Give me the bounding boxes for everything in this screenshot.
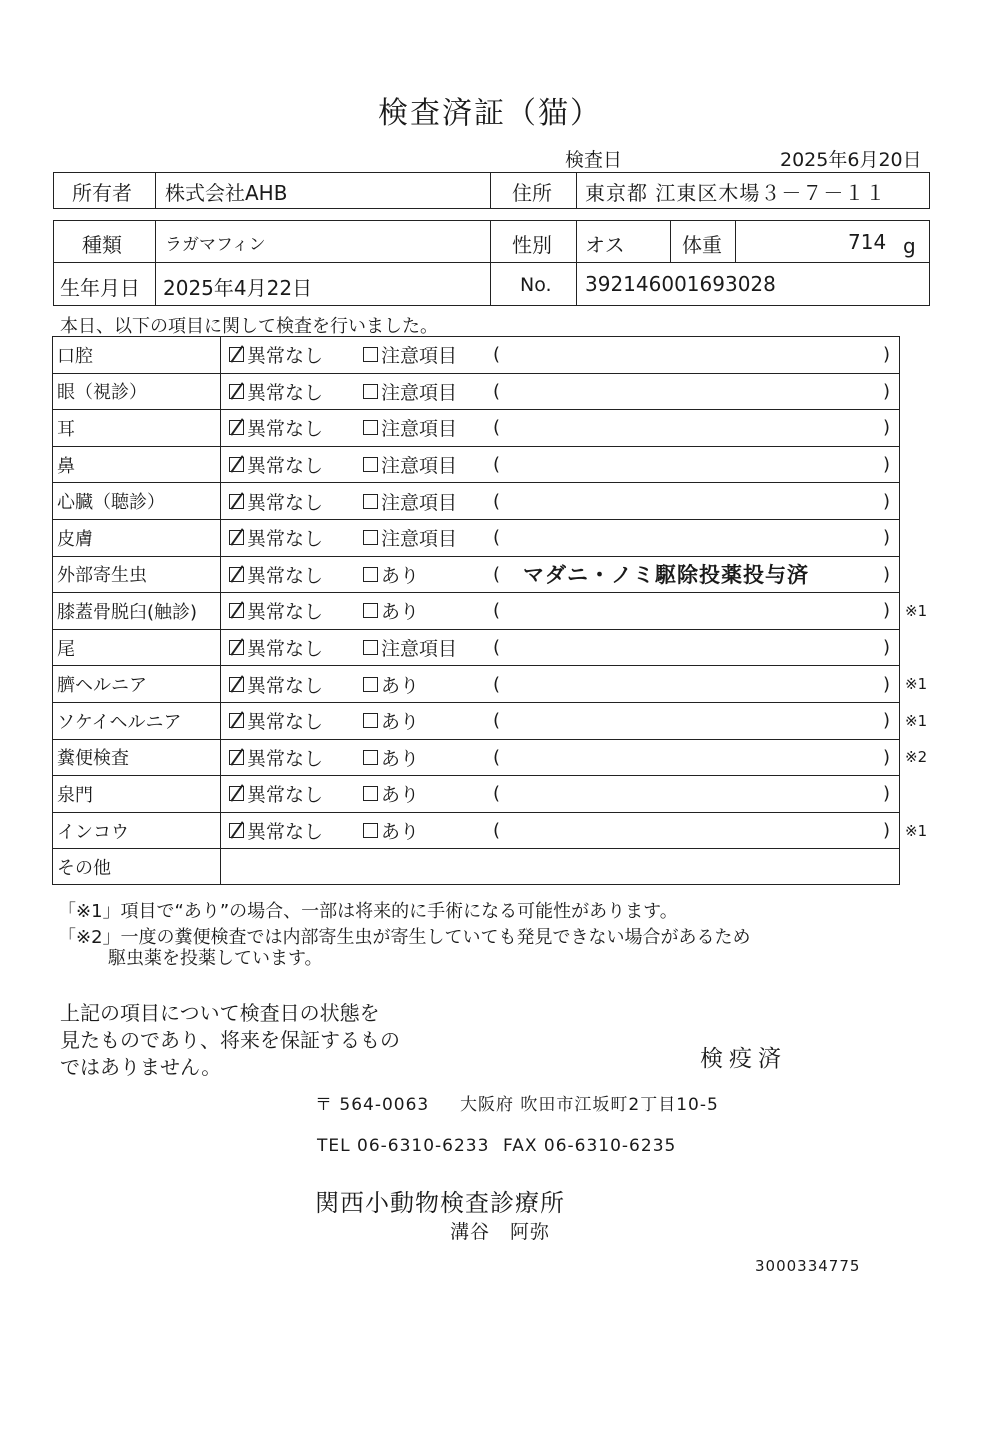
clinic-address: 大阪府 吹田市江坂町2丁目10-5 xyxy=(460,1095,719,1115)
serial-number: 3000334775 xyxy=(755,1257,861,1275)
check-item-label: 心臓（聴診） xyxy=(53,483,221,519)
table-row xyxy=(53,740,928,777)
attention-checkbox[interactable]: 注意項目 xyxy=(363,483,457,519)
paren-open: ( xyxy=(493,673,501,695)
paren-close: ) xyxy=(883,637,891,659)
paren-close: ) xyxy=(883,490,891,512)
footnote-mark: ※2 xyxy=(905,748,928,767)
address-value: 東京都 江東区木場３－７－１１ xyxy=(585,181,887,205)
checkbox-icon xyxy=(229,567,244,582)
checkbox-icon xyxy=(363,677,378,692)
table-row xyxy=(53,666,928,703)
paren-close: ) xyxy=(883,344,891,366)
checkbox-icon xyxy=(363,384,378,399)
attention-checkbox[interactable]: 注意項目 xyxy=(363,374,457,410)
attention-checkbox[interactable]: あり xyxy=(363,813,419,849)
footnote-mark: ※1 xyxy=(905,711,928,730)
owner-label: 所有者 xyxy=(72,181,132,205)
table-row xyxy=(53,849,899,884)
breed-label: 種類 xyxy=(82,233,122,257)
paren-close: ) xyxy=(883,673,891,695)
footnote-1: 「※1」項目で“あり”の場合、一部は将来的に手術になる可能性があります。 xyxy=(58,901,678,922)
paren-close: ) xyxy=(883,454,891,476)
sex-label: 性別 xyxy=(512,233,552,257)
note-text: マダニ・ノミ駆除投薬投与済 xyxy=(523,563,809,588)
normal-checkbox[interactable]: 異常なし xyxy=(229,630,323,666)
check-item-label: 尾 xyxy=(53,630,221,666)
attention-checkbox[interactable]: 注意項目 xyxy=(363,447,457,483)
attention-checkbox[interactable]: あり xyxy=(363,703,419,739)
normal-checkbox[interactable]: 異常なし xyxy=(229,557,323,593)
sex-value: オス xyxy=(585,233,625,257)
birth-label: 生年月日 xyxy=(60,276,140,300)
footnote-mark: ※1 xyxy=(905,675,928,694)
footnote-mark: ※1 xyxy=(905,821,928,840)
normal-checkbox[interactable]: 異常なし xyxy=(229,666,323,702)
checkbox-icon xyxy=(229,347,244,362)
paren-open: ( xyxy=(493,527,501,549)
checkbox-icon xyxy=(363,713,378,728)
table-row xyxy=(53,557,899,594)
breed-value: ラガマフィン xyxy=(165,235,266,255)
checkbox-icon xyxy=(363,786,378,801)
quarantine-stamp: 検疫済 xyxy=(700,1046,787,1072)
postal-code: 〒 564-0063 xyxy=(315,1095,430,1115)
checkbox-icon xyxy=(229,713,244,728)
paren-open: ( xyxy=(493,820,501,842)
attention-checkbox[interactable]: あり xyxy=(363,740,419,776)
checkbox-icon xyxy=(229,530,244,545)
paren-open: ( xyxy=(493,380,501,402)
checkbox-icon xyxy=(229,494,244,509)
checkbox-icon xyxy=(363,640,378,655)
check-item-label: ソケイヘルニア xyxy=(53,703,221,739)
page-title: 検査済証（猫） xyxy=(378,96,602,131)
table-row xyxy=(53,520,899,557)
paren-open: ( xyxy=(493,637,501,659)
paren-close: ) xyxy=(883,417,891,439)
paren-open: ( xyxy=(493,563,501,585)
table-row xyxy=(53,483,899,520)
check-table xyxy=(52,336,928,885)
number-value: 392146001693028 xyxy=(585,272,776,296)
check-item-label: 眼（視診） xyxy=(53,374,221,410)
table-row xyxy=(53,776,899,813)
normal-checkbox[interactable]: 異常なし xyxy=(229,447,323,483)
birth-value: 2025年4月22日 xyxy=(163,276,313,300)
clinic-name: 関西小動物検査診療所 xyxy=(315,1189,565,1217)
check-item-label: 臍ヘルニア xyxy=(53,666,221,702)
normal-checkbox[interactable]: 異常なし xyxy=(229,520,323,556)
paren-open: ( xyxy=(493,746,501,768)
table-row xyxy=(53,447,899,484)
weight-value: 714 xyxy=(848,230,887,254)
checkbox-icon xyxy=(229,677,244,692)
owner-value: 株式会社AHB xyxy=(165,181,288,205)
normal-checkbox[interactable]: 異常なし xyxy=(229,813,323,849)
checkbox-icon xyxy=(363,603,378,618)
checkbox-icon xyxy=(229,786,244,801)
attention-checkbox[interactable]: あり xyxy=(363,557,419,593)
checkbox-icon xyxy=(363,530,378,545)
check-item-label: 鼻 xyxy=(53,447,221,483)
paren-close: ) xyxy=(883,710,891,732)
paren-close: ) xyxy=(883,783,891,805)
attention-checkbox[interactable]: あり xyxy=(363,666,419,702)
attention-checkbox[interactable]: あり xyxy=(363,593,419,629)
footnote-mark: ※1 xyxy=(905,601,928,620)
checkbox-icon xyxy=(363,823,378,838)
checkbox-icon xyxy=(363,347,378,362)
checkbox-icon xyxy=(229,420,244,435)
checkbox-icon xyxy=(363,750,378,765)
checkbox-icon xyxy=(229,603,244,618)
normal-checkbox[interactable]: 異常なし xyxy=(229,593,323,629)
paren-open: ( xyxy=(493,490,501,512)
paren-open: ( xyxy=(493,710,501,732)
check-item-label: 口腔 xyxy=(53,337,221,373)
doctor-name: 溝谷 阿弥 xyxy=(450,1221,551,1243)
paren-close: ) xyxy=(883,746,891,768)
tel: TEL 06-6310-6233 xyxy=(317,1136,490,1156)
check-item-label: 皮膚 xyxy=(53,520,221,556)
attention-checkbox[interactable]: 注意項目 xyxy=(363,520,457,556)
checkbox-icon xyxy=(229,750,244,765)
footnote-2: 「※2」一度の糞便検査では内部寄生虫が寄生していても発見できない場合があるため xyxy=(58,927,751,948)
check-item-label: 外部寄生虫 xyxy=(53,557,221,593)
intro-text: 本日、以下の項目に関して検査を行いました。 xyxy=(60,316,438,337)
attention-checkbox[interactable]: 注意項目 xyxy=(363,630,457,666)
normal-checkbox[interactable]: 異常なし xyxy=(229,337,323,373)
check-item-label: その他 xyxy=(53,849,221,884)
check-item-label: 膝蓋骨脱臼(触診) xyxy=(53,593,221,629)
attention-checkbox[interactable]: あり xyxy=(363,776,419,812)
checkbox-icon xyxy=(363,494,378,509)
paren-open: ( xyxy=(493,600,501,622)
paren-open: ( xyxy=(493,344,501,366)
check-item-label: 糞便検査 xyxy=(53,740,221,776)
checkbox-icon xyxy=(363,420,378,435)
check-item-label: 泉門 xyxy=(53,776,221,812)
address-label: 住所 xyxy=(512,181,552,205)
table-row xyxy=(53,813,928,850)
paren-close: ) xyxy=(883,380,891,402)
normal-checkbox[interactable]: 異常なし xyxy=(229,410,323,446)
normal-checkbox[interactable]: 異常なし xyxy=(229,740,323,776)
exam-date-label: 検査日 xyxy=(565,149,623,171)
normal-checkbox[interactable]: 異常なし xyxy=(229,483,323,519)
table-row xyxy=(53,593,928,630)
footnote-3: 駆虫薬を投薬しています。 xyxy=(108,948,323,969)
checkbox-icon xyxy=(363,567,378,582)
attention-checkbox[interactable]: 注意項目 xyxy=(363,410,457,446)
paren-close: ) xyxy=(883,527,891,549)
table-row xyxy=(53,410,899,447)
table-row xyxy=(53,374,899,411)
normal-checkbox[interactable]: 異常なし xyxy=(229,776,323,812)
table-row xyxy=(53,630,899,667)
paren-close: ) xyxy=(883,820,891,842)
checkbox-icon xyxy=(229,457,244,472)
number-label: No. xyxy=(520,274,552,296)
check-item-label: 耳 xyxy=(53,410,221,446)
table-row xyxy=(53,703,928,740)
paren-close: ) xyxy=(883,600,891,622)
paren-open: ( xyxy=(493,454,501,476)
normal-checkbox[interactable]: 異常なし xyxy=(229,374,323,410)
normal-checkbox[interactable]: 異常なし xyxy=(229,703,323,739)
checkbox-icon xyxy=(363,457,378,472)
attention-checkbox[interactable]: 注意項目 xyxy=(363,337,457,373)
table-row xyxy=(53,337,899,374)
paren-close: ) xyxy=(883,563,891,585)
exam-date-value: 2025年6月20日 xyxy=(780,149,922,171)
paren-open: ( xyxy=(493,417,501,439)
fax: FAX 06-6310-6235 xyxy=(503,1136,677,1156)
weight-label: 体重 xyxy=(682,233,722,257)
check-item-label: インコウ xyxy=(53,813,221,849)
checkbox-icon xyxy=(229,823,244,838)
checkbox-icon xyxy=(229,640,244,655)
weight-unit: g xyxy=(903,234,916,258)
checkbox-icon xyxy=(229,384,244,399)
statement: 上記の項目について検査日の状態を 見たものであり、将来を保証するもの ではありません。 xyxy=(60,1001,400,1079)
paren-open: ( xyxy=(493,783,501,805)
